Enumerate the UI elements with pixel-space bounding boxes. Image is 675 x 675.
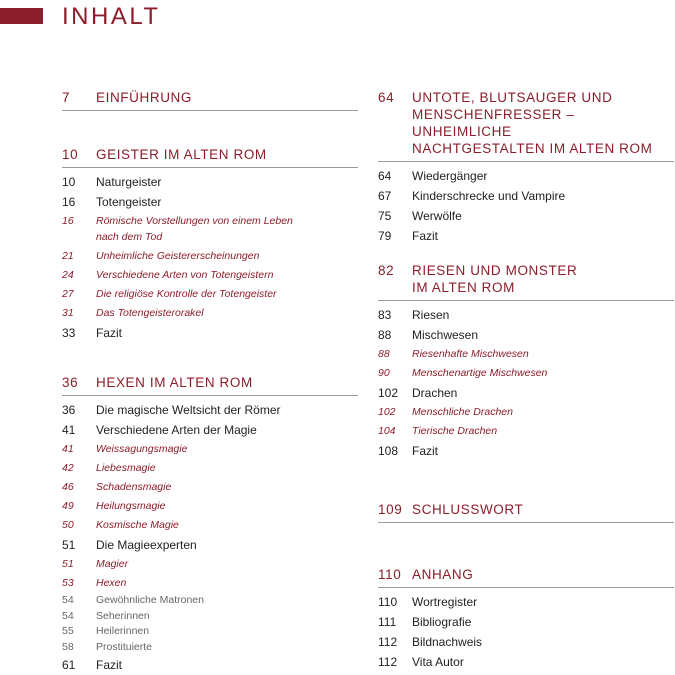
entry-page-number: 16	[62, 215, 74, 227]
toc-entry[interactable]	[62, 266, 358, 285]
entry-page-number: 102	[378, 406, 396, 418]
section-heading[interactable]	[378, 89, 674, 162]
entry-title: Hexen	[96, 577, 127, 589]
section-page-number: 82	[378, 263, 395, 278]
entry-title: Die religiöse Kontrolle der Totengeister	[96, 288, 277, 300]
section-title: SCHLUSSWORT	[412, 502, 524, 517]
toc-entry[interactable]	[62, 192, 358, 212]
toc-entry[interactable]	[378, 403, 674, 422]
section-heading[interactable]	[378, 262, 674, 301]
entry-title: Werwölfe	[412, 209, 462, 223]
toc-section	[378, 566, 674, 672]
section-heading[interactable]	[378, 566, 674, 588]
toc-entry[interactable]	[62, 440, 358, 459]
toc-entry[interactable]	[62, 555, 358, 574]
toc-entry[interactable]	[62, 247, 358, 266]
toc-entry[interactable]	[62, 640, 358, 656]
entry-page-number: 104	[378, 425, 396, 437]
toc-entry[interactable]	[62, 516, 358, 535]
toc-section	[378, 501, 674, 523]
toc-entry[interactable]	[378, 422, 674, 441]
entry-title: Heilerinnen	[96, 625, 150, 637]
entry-title: Mischwesen	[412, 328, 479, 342]
section-heading[interactable]	[62, 89, 358, 111]
section-page-number: 64	[378, 90, 395, 105]
section-title: ANHANG	[412, 567, 474, 582]
toc-entry[interactable]	[378, 226, 674, 246]
entry-page-number: 54	[62, 609, 74, 622]
toc-entry[interactable]	[62, 420, 358, 440]
toc-entry[interactable]	[62, 624, 358, 640]
toc-entry[interactable]	[62, 574, 358, 593]
entry-title: Tierische Drachen	[412, 425, 498, 437]
entry-title: Verschiedene Arten von Totengeistern	[96, 269, 274, 281]
entry-title: Prostituierte	[96, 640, 153, 653]
entry-page-number: 111	[378, 615, 397, 629]
entry-title: Wortregister	[412, 595, 478, 609]
entry-title: Fazit	[96, 658, 123, 672]
entry-title: Naturgeister	[96, 175, 162, 189]
entry-title: Menschliche Drachen	[412, 406, 513, 418]
toc-entry[interactable]	[378, 186, 674, 206]
section-title: GEISTER IM ALTEN ROM	[96, 147, 267, 162]
section-heading[interactable]	[62, 146, 358, 168]
entry-page-number: 54	[62, 594, 74, 606]
entry-title: Vita Autor	[412, 655, 464, 669]
entry-title: Heilungsmagie	[96, 500, 166, 512]
entry-title: Die Magieexperten	[96, 538, 197, 552]
entry-page-number: 10	[62, 175, 76, 189]
entry-list	[62, 168, 358, 343]
entry-title: Unheimliche Geistererscheinungen	[96, 250, 260, 262]
entry-list	[378, 588, 674, 672]
entry-page-number: 110	[378, 595, 398, 609]
entry-page-number: 58	[62, 640, 74, 653]
entry-page-number: 112	[378, 635, 398, 649]
entry-title: Römische Vorstellungen von einem Leben nach dem Tod	[96, 215, 293, 243]
section-heading[interactable]	[62, 374, 358, 396]
entry-list	[378, 162, 674, 246]
entry-page-number: 61	[62, 658, 76, 672]
entry-page-number: 46	[62, 481, 74, 493]
toc-entry[interactable]	[378, 325, 674, 345]
entry-title: Seherinnen	[96, 609, 150, 622]
entry-title: Die magische Weltsicht der Römer	[96, 403, 281, 417]
toc-entry[interactable]	[378, 441, 674, 461]
entry-page-number: 41	[62, 443, 74, 455]
toc-entry[interactable]	[378, 305, 674, 325]
entry-page-number: 16	[62, 195, 76, 209]
section-title: RIESEN UND MONSTER IM ALTEN ROM	[412, 263, 578, 295]
toc-entry[interactable]	[62, 323, 358, 343]
entry-page-number: 41	[62, 423, 76, 437]
toc-entry[interactable]	[378, 206, 674, 226]
toc-section	[378, 89, 674, 246]
entry-page-number: 27	[62, 288, 74, 300]
entry-page-number: 51	[62, 538, 76, 552]
entry-page-number: 75	[378, 209, 392, 223]
entry-title: Totengeister	[96, 195, 162, 209]
toc-entry[interactable]	[378, 345, 674, 364]
section-page-number: 7	[62, 90, 71, 105]
entry-title: Gewöhnliche Matronen	[96, 594, 204, 606]
entry-page-number: 33	[62, 326, 76, 340]
entry-title: Riesenhafte Mischwesen	[412, 348, 529, 360]
section-title: HEXEN IM ALTEN ROM	[96, 375, 253, 390]
toc-entry[interactable]	[378, 383, 674, 403]
entry-page-number: 108	[378, 444, 399, 458]
entry-title: Fazit	[96, 326, 123, 340]
entry-title: Fazit	[412, 229, 439, 243]
entry-title: Magier	[96, 558, 129, 570]
entry-title: Menschenartige Mischwesen	[412, 367, 548, 379]
entry-title: Bibliografie	[412, 615, 472, 629]
section-title: UNTOTE, BLUTSAUGER UND MENSCHENFRESSER – UNHEIMLICHE NACHTGESTALTEN IM ALTEN ROM	[412, 90, 653, 156]
entry-page-number: 50	[62, 519, 74, 531]
toc-entry[interactable]	[62, 593, 358, 609]
entry-title: Wiedergänger	[412, 169, 488, 183]
toc-entry[interactable]	[62, 212, 358, 247]
toc-entry[interactable]	[62, 285, 358, 304]
toc-entry[interactable]	[378, 652, 674, 672]
entry-title: Drachen	[412, 386, 458, 400]
entry-page-number: 79	[378, 229, 392, 243]
entry-title: Riesen	[412, 308, 450, 322]
toc-section	[378, 262, 674, 461]
entry-title: Verschiedene Arten der Magie	[96, 423, 257, 437]
toc-section	[62, 374, 358, 675]
toc-entry[interactable]	[62, 304, 358, 323]
toc-entry[interactable]	[62, 655, 358, 675]
toc-entry[interactable]	[62, 400, 358, 420]
entry-page-number: 24	[62, 269, 74, 281]
entry-title: Bildnachweis	[412, 635, 483, 649]
toc-section	[62, 146, 358, 343]
entry-page-number: 31	[62, 307, 74, 319]
entry-page-number: 53	[62, 577, 74, 589]
section-page-number: 10	[62, 147, 79, 162]
entry-page-number: 90	[378, 367, 390, 379]
entry-page-number: 55	[62, 625, 74, 637]
entry-page-number: 88	[378, 348, 390, 360]
entry-page-number: 64	[378, 169, 392, 183]
section-title: EINFÜHRUNG	[96, 90, 192, 105]
toc-entry[interactable]	[62, 459, 358, 478]
toc-entry[interactable]	[62, 497, 358, 516]
entry-title: Kinderschrecke und Vampire	[412, 189, 566, 203]
toc-entry[interactable]	[62, 535, 358, 555]
entry-page-number: 102	[378, 386, 399, 400]
entry-page-number: 21	[62, 250, 74, 262]
toc-entry[interactable]	[378, 364, 674, 383]
entry-title: Schadensmagie	[96, 481, 172, 493]
toc-entry[interactable]	[378, 166, 674, 186]
section-page-number: 36	[62, 375, 79, 390]
toc-entry[interactable]	[378, 592, 674, 612]
toc-entry[interactable]	[378, 632, 674, 652]
section-heading[interactable]	[378, 501, 674, 523]
section-page-number: 109	[378, 502, 403, 517]
entry-title: Liebesmagie	[96, 462, 156, 474]
entry-list	[378, 301, 674, 461]
toc-entry[interactable]	[62, 609, 358, 625]
entry-page-number: 83	[378, 308, 392, 322]
entry-title: Fazit	[412, 444, 439, 458]
entry-page-number: 49	[62, 500, 74, 512]
toc-section	[62, 89, 358, 111]
entry-page-number: 42	[62, 462, 74, 474]
entry-page-number: 51	[62, 558, 74, 570]
toc-entry[interactable]	[62, 172, 358, 192]
entry-page-number: 36	[62, 403, 76, 417]
entry-title: Das Totengeisterorakel	[96, 307, 204, 319]
page-title: INHALT	[62, 3, 161, 30]
entry-title: Weissagungsmagie	[96, 443, 188, 455]
entry-title: Kosmische Magie	[96, 519, 179, 531]
entry-page-number: 67	[378, 189, 392, 203]
section-page-number: 110	[378, 567, 402, 582]
toc-entry[interactable]	[378, 612, 674, 632]
entry-page-number: 88	[378, 328, 392, 342]
entry-page-number: 112	[378, 655, 398, 669]
entry-list	[62, 396, 358, 675]
toc-entry[interactable]	[62, 478, 358, 497]
header-accent-bar	[0, 8, 43, 24]
